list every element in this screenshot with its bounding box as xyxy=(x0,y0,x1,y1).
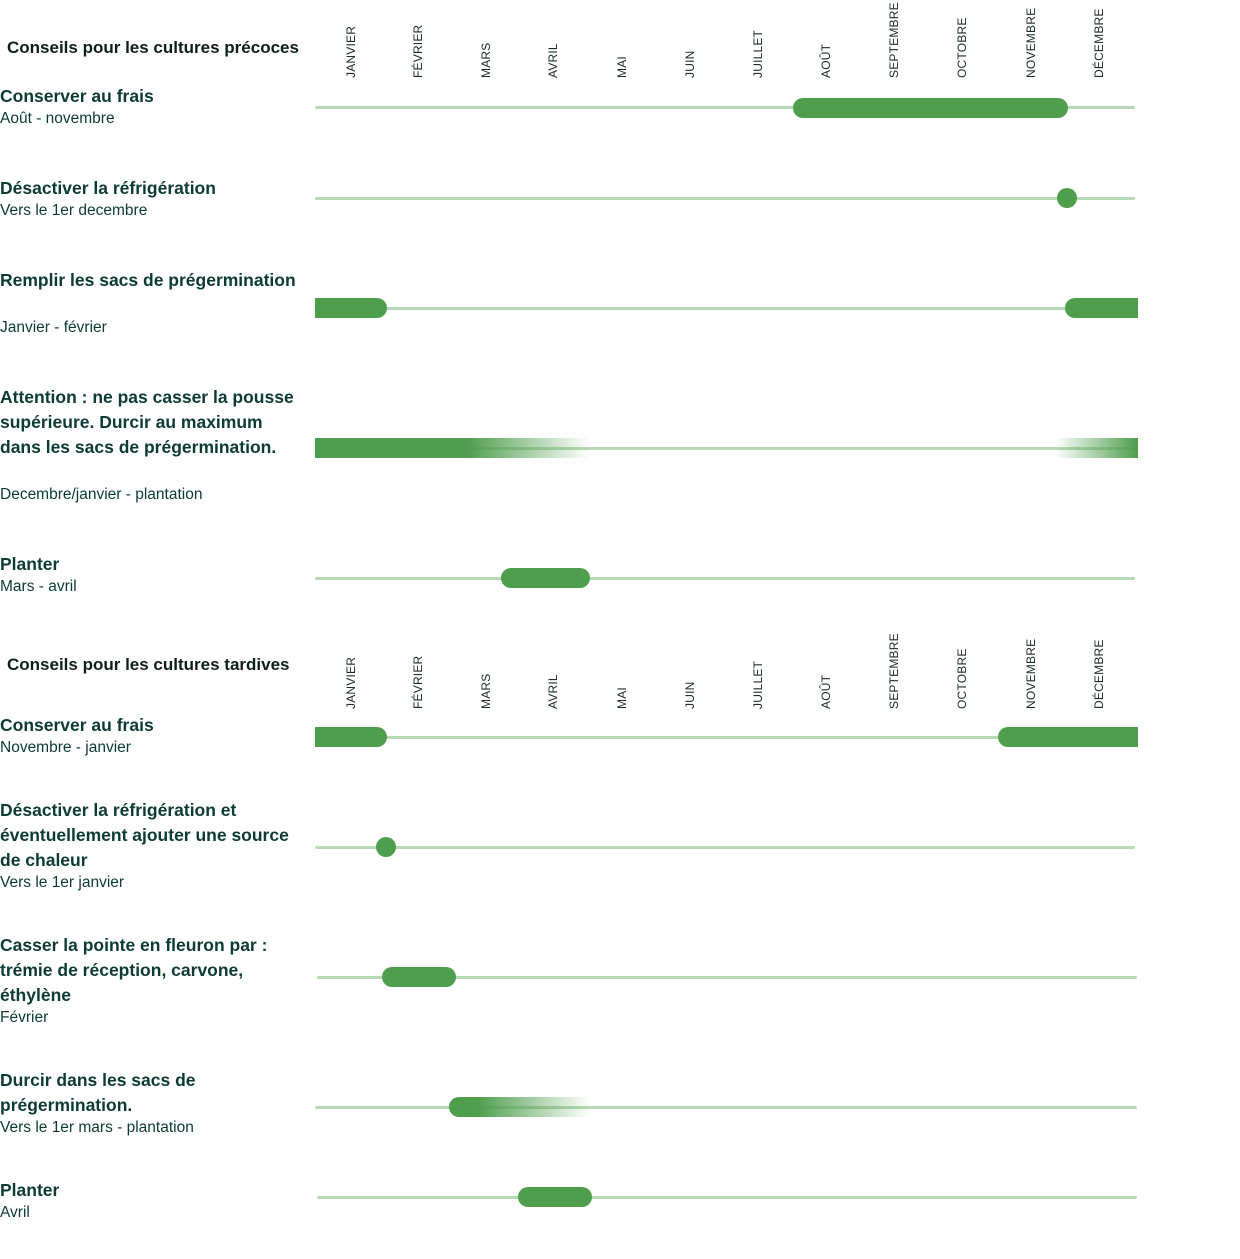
task-title: Attention : ne pas casser la pousse supérieure. Durcir au maximum dans les sacs de prégermination. xyxy=(0,387,294,457)
timeline-track xyxy=(317,1196,1137,1199)
timeline-track xyxy=(315,1106,1137,1109)
timeline-bar xyxy=(501,568,590,588)
timeline-bar xyxy=(315,438,590,458)
timeline-bar xyxy=(382,967,456,987)
timeline-point xyxy=(1057,188,1077,208)
task-title: Conserver au frais xyxy=(0,86,154,106)
task-title: Désactiver la réfrigération et éventuellement ajouter une source de chaleur xyxy=(0,800,289,870)
task-subtitle: Vers le 1er decembre xyxy=(0,202,148,219)
task-title: Désactiver la réfrigération xyxy=(0,178,216,198)
timeline-bar xyxy=(449,1097,590,1117)
timeline-bar xyxy=(315,298,387,318)
timeline-bar xyxy=(1065,298,1138,318)
task-title: Remplir les sacs de prégermination xyxy=(0,270,296,290)
task-subtitle: Novembre - janvier xyxy=(0,739,131,756)
timeline-bar xyxy=(518,1187,592,1207)
timeline-point xyxy=(376,837,396,857)
task-subtitle: Janvier - février xyxy=(0,319,107,336)
task-subtitle: Août - novembre xyxy=(0,110,115,127)
timeline-track xyxy=(315,197,1135,200)
task-title: Durcir dans les sacs de prégermination. xyxy=(0,1070,196,1115)
timeline-track xyxy=(315,307,1135,310)
section-title-late: Conseils pour les cultures tardives xyxy=(7,655,290,674)
timeline-track xyxy=(315,577,1135,580)
section-title-early: Conseils pour les cultures précoces xyxy=(7,38,299,57)
task-subtitle: Mars - avril xyxy=(0,578,77,595)
timeline-bar xyxy=(793,98,1068,118)
task-subtitle: Vers le 1er janvier xyxy=(0,874,125,891)
task-subtitle: Decembre/janvier - plantation xyxy=(0,486,203,503)
timeline-bar xyxy=(315,727,387,747)
task-title: Planter xyxy=(0,1180,60,1200)
task-subtitle: Février xyxy=(0,1009,49,1026)
timeline-bar xyxy=(1055,438,1138,458)
task-subtitle: Vers le 1er mars - plantation xyxy=(0,1119,194,1136)
timeline-track xyxy=(315,846,1135,849)
task-title: Planter xyxy=(0,554,60,574)
task-subtitle: Avril xyxy=(0,1204,30,1221)
task-title: Casser la pointe en fleuron par : trémie de réception, carvone, éthylène xyxy=(0,935,268,1005)
task-title: Conserver au frais xyxy=(0,715,154,735)
timeline-bar xyxy=(998,727,1138,747)
